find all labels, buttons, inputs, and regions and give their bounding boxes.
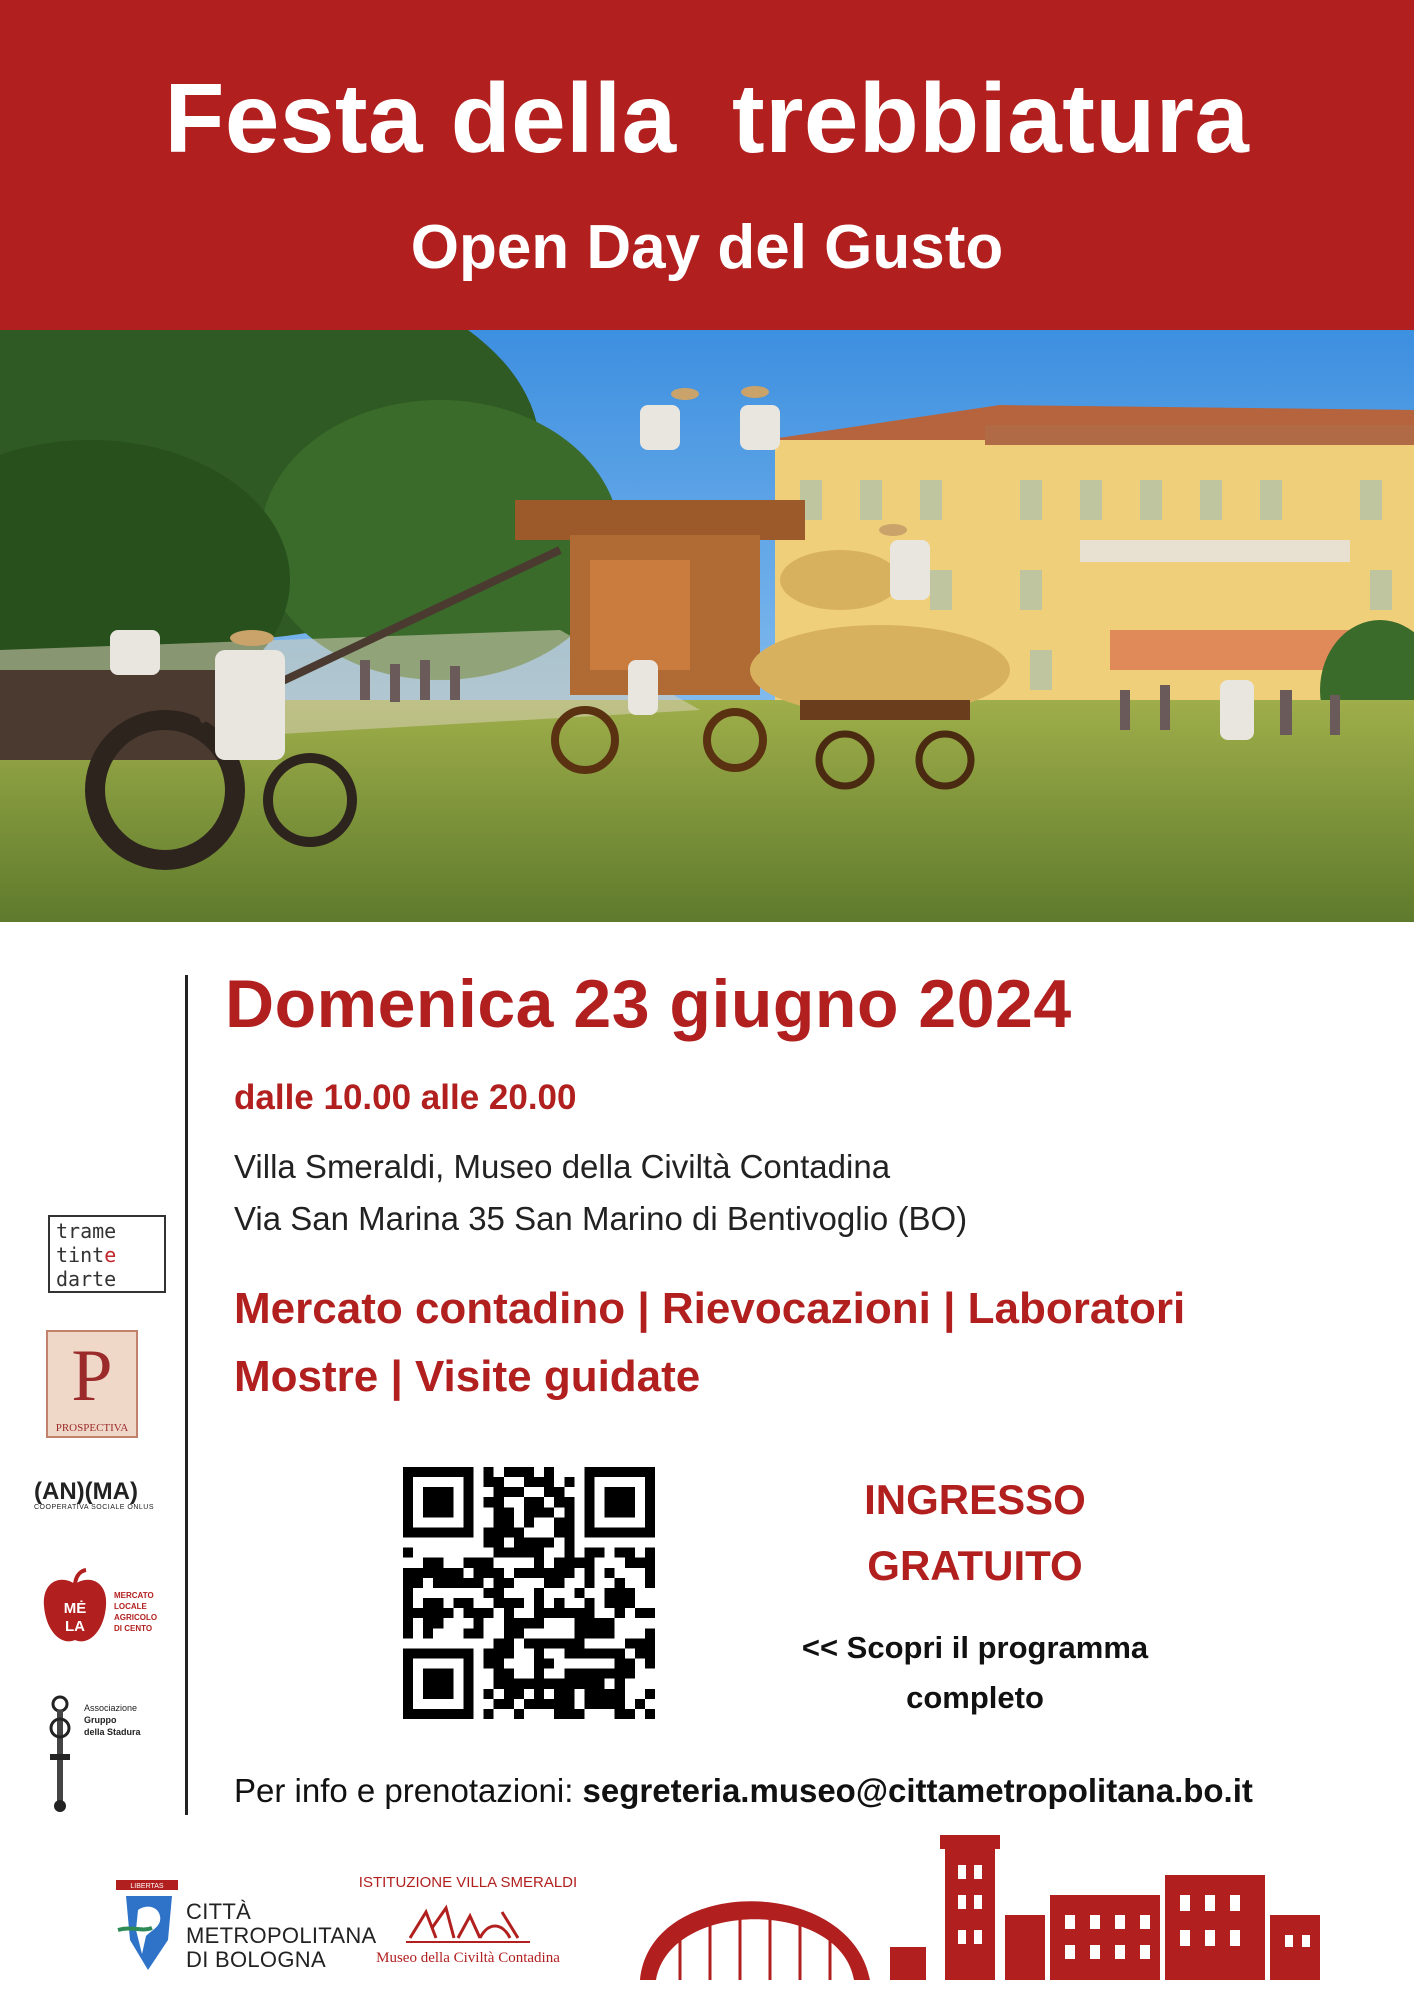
cm-banner-text: LIBERTAS: [130, 1883, 164, 1890]
stadura-line-3: della Stadura: [84, 1727, 141, 1737]
vs-top-text: ISTITUZIONE VILLA SMERALDI: [358, 1874, 578, 1891]
trame-line-2: [56, 1243, 158, 1267]
prospectiva-letter: P: [71, 1335, 113, 1417]
villa-smeraldi-logo: [358, 1868, 578, 1978]
contact-email[interactable]: segreteria.museo@cittametropolitana.bo.it: [582, 1772, 1253, 1809]
address-line-1: Villa Smeraldi, Museo della Civiltà Contadina: [234, 1148, 891, 1185]
prospectiva-name: PROSPECTIVA: [55, 1422, 129, 1434]
free-entry-line-2: GRATUITO: [867, 1542, 1083, 1589]
event-date: Domenica 23 giugno 2024: [225, 966, 1072, 1042]
address-line-2: Via San Marina 35 San Marino di Bentivoglio (BO): [234, 1200, 968, 1237]
stadura-logo: [42, 1694, 182, 1824]
trame-line-2-text: tinte: [56, 1243, 117, 1267]
anima-logo: [34, 1478, 169, 1511]
mela-line-4: DI CENTO: [114, 1624, 153, 1633]
citta-metropolitana-logo: [112, 1870, 377, 1980]
event-photo: [0, 330, 1414, 922]
program-link-line-2: completo: [906, 1680, 1044, 1715]
header-banner: [0, 0, 1414, 330]
cm-line-2: METROPOLITANA: [186, 1923, 377, 1948]
free-entry-line-1: INGRESSO: [864, 1476, 1086, 1523]
mela-line-3: AGRICOLO: [114, 1613, 158, 1622]
svg-text:LA: LA: [65, 1618, 85, 1635]
contact-info: [234, 1772, 1253, 1810]
mela-line-2: LOCALE: [114, 1602, 147, 1611]
trame-line-3: darte: [56, 1267, 117, 1291]
steelyard-icon: [42, 1694, 78, 1814]
cm-line-3: DI BOLOGNA: [186, 1947, 326, 1972]
page-title: Festa della trebbiatura: [164, 63, 1250, 173]
mela-line-1: MERCATO: [114, 1591, 154, 1600]
activities-line-2: Mostre | Visite guidate: [234, 1352, 701, 1401]
mela-logo: [40, 1568, 180, 1648]
activities-line-1: Mercato contadino | Rievocazioni | Laboratori: [234, 1284, 1186, 1333]
vertical-divider: [185, 975, 188, 1815]
program-qr-code[interactable]: [403, 1467, 655, 1719]
anima-subtitle: COOPERATIVA SOCIALE ONLUS: [34, 1504, 154, 1511]
event-hours: dalle 10.00 alle 20.00: [234, 1078, 577, 1117]
stadura-line-2: Gruppo: [84, 1715, 117, 1725]
prospectiva-logo: [46, 1330, 138, 1438]
cm-text: [186, 1900, 377, 1972]
mela-text: [114, 1590, 157, 1634]
program-link-line-1: << Scopri il programma: [801, 1630, 1149, 1665]
anima-name: (AN)(MA): [34, 1478, 138, 1505]
stadura-text: [84, 1702, 141, 1738]
trame-tinte-darte-logo: [48, 1215, 166, 1293]
threshing-scene-photo: [0, 330, 1414, 922]
bologna-skyline-icon: [640, 1835, 1320, 1980]
vs-bottom-text: Museo della Civiltà Contadina: [376, 1950, 560, 1966]
page-subtitle: Open Day del Gusto: [410, 213, 1004, 282]
threshing-engraving-icon: [406, 1898, 530, 1948]
svg-text:MĖ: MĖ: [63, 1600, 87, 1617]
apple-icon: [40, 1568, 110, 1648]
trame-line-1: trame: [56, 1219, 117, 1243]
contact-label: Per info e prenotazioni:: [234, 1772, 583, 1809]
lion-crest-icon: [112, 1870, 192, 1980]
stadura-line-1: Associazione: [84, 1703, 138, 1713]
cm-line-1: CITTÀ: [186, 1899, 252, 1924]
